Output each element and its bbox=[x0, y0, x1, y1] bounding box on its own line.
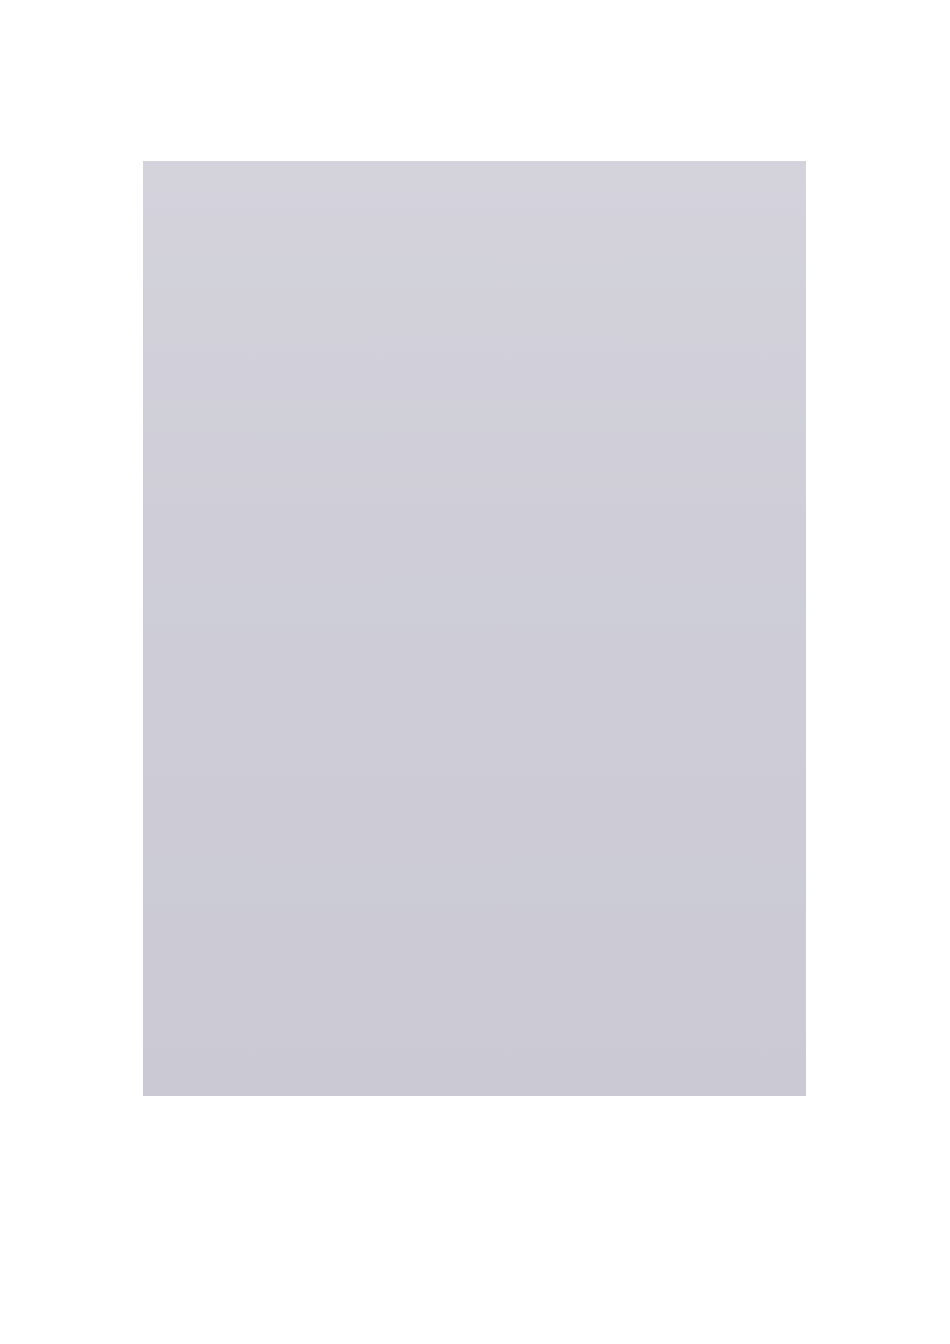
exam-content bbox=[200, 187, 760, 216]
story-title-line bbox=[200, 193, 760, 216]
scanned-exam-photo bbox=[143, 161, 806, 1096]
